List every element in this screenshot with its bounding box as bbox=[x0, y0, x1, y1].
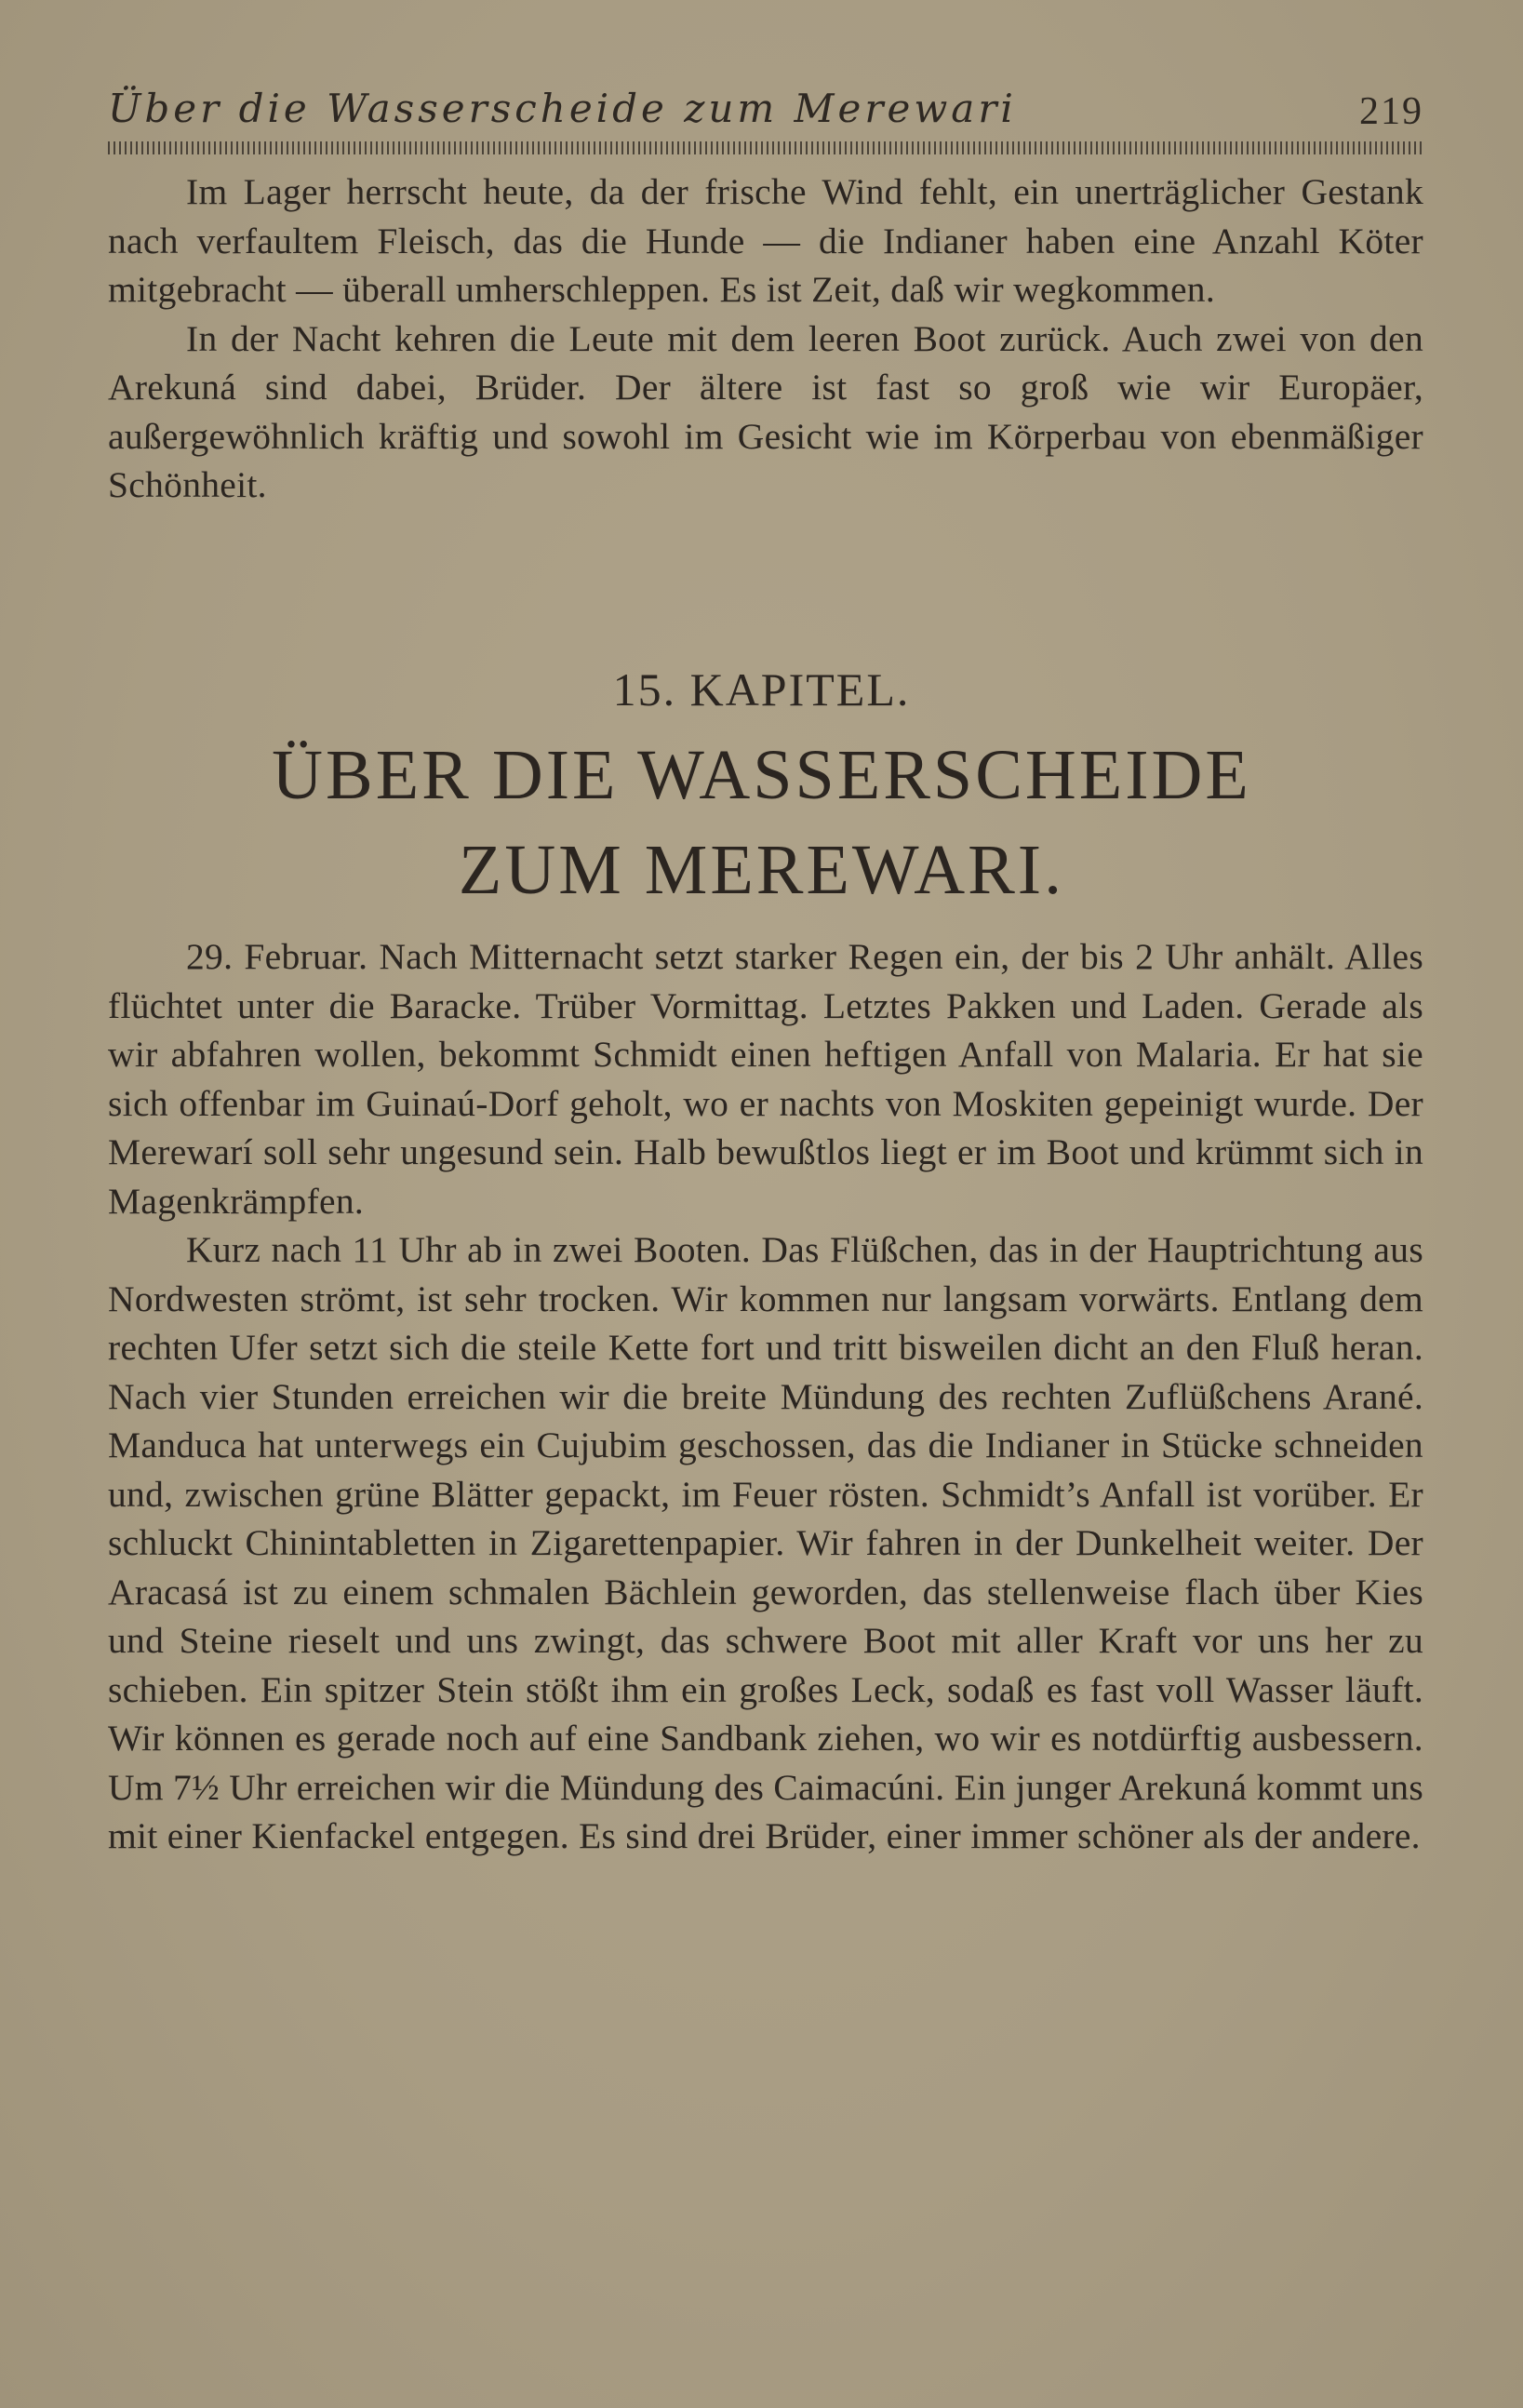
paragraph: Kurz nach 11 Uhr ab in zwei Booten. Das Flüßchen, das in der Hauptrichtung aus Nordwesten strömt, ist sehr trocken. Wir kommen nur langsam vorwärts. Entlang dem rechten Ufer setzt sich die steile Kette fort und tritt bisweilen dicht an den Fluß heran. Nach vier Stunden erreichen wir die breite Mündung des rechten Zuflüßchens Arané. Manduca hat unterwegs ein Cujubim geschossen, das die Indianer in Stücke schneiden und, zwischen grüne Blätter gepackt, im Feuer rösten. Schmidt’s Anfall ist vorüber. Er schluckt Chinintabletten in Zigarettenpapier. Wir fahren in der Dunkelheit weiter. Der Aracasá ist zu einem schmalen Bächlein geworden, das stellenweise flach über Kies und Steine rieselt und uns zwingt, das schwere Boot mit aller Kraft vor uns her zu schieben. Ein spitzer Stein stößt ihm ein großes Leck, sodaß es fast voll Wasser läuft. Wir können es gerade noch auf eine Sandbank ziehen, wo wir es notdürftig ausbessern. Um 7½ Uhr erreichen wir die Mündung des Caimacúni. Ein junger Arekuná kommt uns mit einer Kienfackel entgegen. Es sind drei Brüder, einer immer schöner als der andere. bbox=[108, 1229, 1423, 1856]
running-title: Über die Wasserscheide zum Merewari bbox=[108, 86, 1017, 131]
header-ornament-rule bbox=[108, 141, 1423, 154]
chapter-number: 15. KAPITEL. bbox=[612, 663, 911, 716]
chapter-title-line-1: ÜBER DIE WASSERSCHEIDE bbox=[272, 736, 1251, 814]
paragraph: Im Lager herrscht heute, da der frische Wind fehlt, ein unerträglicher Gestank nach verfaultem Fleisch, das die Hunde — die Indianer haben eine Anzahl Köter mitgebracht — überall umherschleppen. Es ist Zeit, daß wir wegkommen. bbox=[108, 171, 1423, 310]
paragraph: In der Nacht kehren die Leute mit dem leeren Boot zurück. Auch zwei von den Arekuná sind dabei, Brüder. Der ältere ist fast so groß wie wir Europäer, außergewöhnlich kräftig und sowohl im Gesicht wie im Körperbau von ebenmäßiger Schönheit. bbox=[108, 317, 1423, 505]
chapter-title-line-2: ZUM MEREWARI. bbox=[458, 831, 1065, 909]
text-block-after-chapter bbox=[108, 932, 1423, 1861]
page-number: 219 bbox=[1359, 90, 1423, 133]
page-header bbox=[108, 86, 1423, 134]
text-block-before-chapter bbox=[108, 167, 1423, 510]
paragraph: 29. Februar. Nach Mitternacht setzt starker Regen ein, der bis 2 Uhr anhält. Alles flüchtet unter die Baracke. Trüber Vormittag. Letztes Pakken und Laden. Gerade als wir abfahren wollen, bekommt Schmidt einen heftigen Anfall von Malaria. Er hat sie sich offenbar im Guinaú-Dorf geholt, wo er nachts von Moskiten gepeinigt wurde. Der Merewarí soll sehr ungesund sein. Halb bewußtlos liegt er im Boot und krümmt sich in Magenkrämpfen. bbox=[108, 936, 1423, 1222]
